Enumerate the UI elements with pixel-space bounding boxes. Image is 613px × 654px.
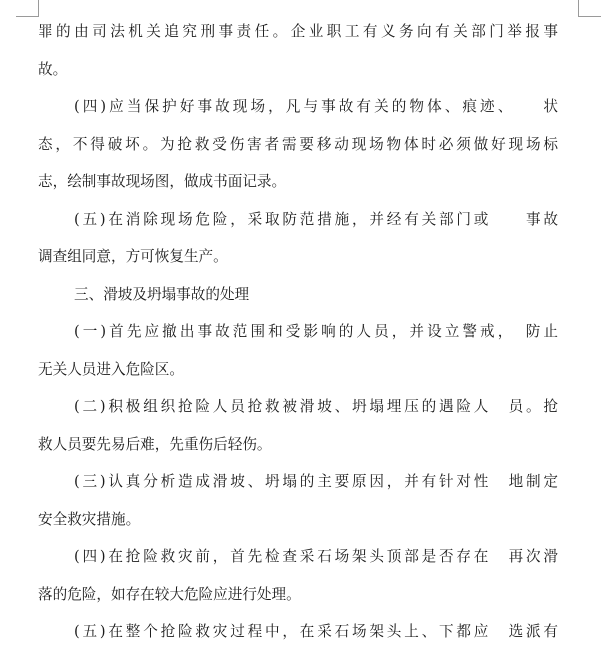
text-line: 救人员要先易后难，先重伤后轻伤。 bbox=[38, 436, 272, 453]
text-line: (一)首先应撤出事故范围和受影响的人员，并设立警戒， 防止 bbox=[74, 323, 558, 340]
text-line: 态，不得破坏。为抢救受伤害者需要移动现场物体时必须做好现场标 bbox=[38, 136, 558, 153]
section-heading: 三、滑坡及坍塌事故的处理 bbox=[74, 286, 250, 303]
text-line: (五)在消除现场危险，采取防范措施，并经有关部门或 事故 bbox=[74, 211, 558, 228]
text-line: (五)在整个抢险救灾过程中，在采石场架头上、下都应 选派有 bbox=[74, 623, 558, 640]
text-line: (三)认真分析造成滑坡、坍塌的主要原因，并有针对性 地制定 bbox=[74, 473, 558, 490]
text-line: 落的危险，如存在较大危险应进行处理。 bbox=[38, 586, 301, 603]
text-line: 志，绘制事故现场图，做成书面记录。 bbox=[38, 173, 287, 190]
text-line: (二)积极组织抢险人员抢救被滑坡、坍塌埋压的遇险人 员。抢 bbox=[74, 398, 558, 415]
text-line: 无关人员进入危险区。 bbox=[38, 361, 184, 378]
text-line: 调查组同意，方可恢复生产。 bbox=[38, 248, 228, 265]
text-line: 罪的由司法机关追究刑事责任。企业职工有义务向有关部门举报事 bbox=[38, 23, 558, 40]
text-line: (四)应当保护好事故现场，凡与事故有关的物体、痕迹、 状 bbox=[74, 98, 558, 115]
text-line: (四)在抢险救灾前，首先检查采石场架头顶部是否存在 再次滑 bbox=[74, 548, 558, 565]
text-line: 故。 bbox=[38, 61, 68, 78]
page-corner-mark-right bbox=[578, 0, 601, 17]
page-corner-mark-left bbox=[16, 0, 39, 17]
text-line: 安全救灾措施。 bbox=[38, 511, 141, 528]
